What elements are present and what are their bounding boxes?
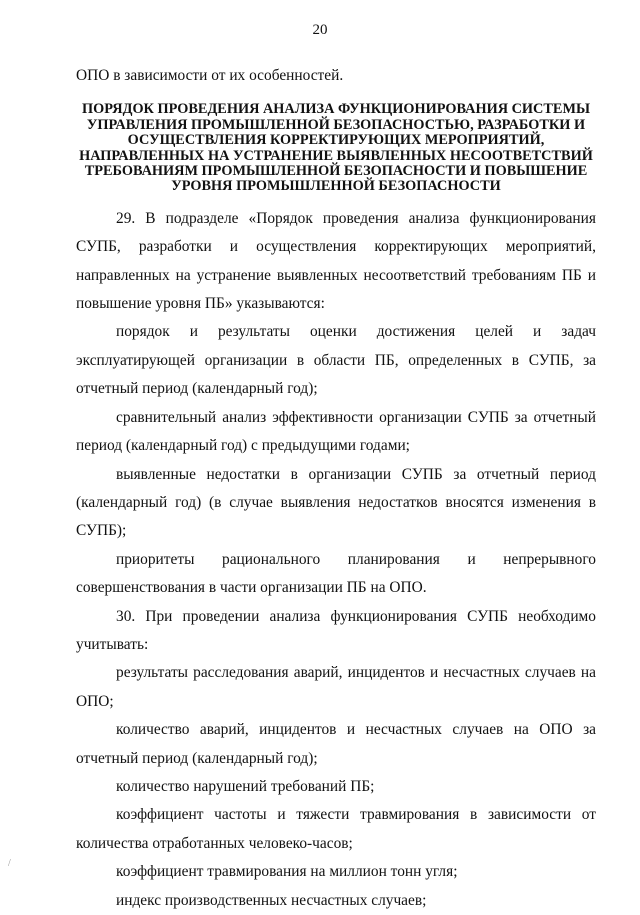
page-number: 20	[312, 22, 328, 38]
list-item: количество нарушений требований ПБ;	[116, 777, 375, 795]
paragraph-30: 30. При проведении анализа функционирования СУПБ необходимо учитывать:	[76, 607, 596, 653]
list-item: порядок и результаты оценки достижения целей и задач эксплуатирующей организации в области ПБ, определенных в СУПБ, за отчетный период (календарный год);	[76, 323, 596, 398]
paragraph-continuation: ОПО в зависимости от их особенностей.	[76, 67, 344, 84]
list-item: приоритеты рационального планирования и непрерывного совершенствования в части организации ПБ на ОПО.	[76, 550, 596, 597]
list-item: количество аварий, инцидентов и несчастных случаев на ОПО за отчетный период (календарный год);	[76, 721, 596, 767]
list-item: результаты расследования аварий, инцидентов и несчастных случаев на ОПО;	[76, 664, 596, 710]
list-item: индекс производственных несчастных случаев;	[116, 891, 427, 909]
list-item: выявленные недостатки в организации СУПБ за отчетный период (календарный год) (в случае выявления недостатков вносятся изменения в СУПБ);	[76, 465, 596, 540]
margin-mark: /	[8, 858, 11, 869]
document-body	[76, 62, 596, 915]
list-item: коэффициент травмирования на миллион тонн угля;	[116, 863, 458, 881]
list-item: сравнительный анализ эффективности организации СУПБ за отчетный период (календарный год) с предыдущими годами;	[76, 408, 596, 455]
list-item: коэффициент частоты и тяжести травмирования в зависимости от количества отработанных человеко-часов;	[76, 806, 596, 852]
paragraph-29: 29. В подразделе «Порядок проведения анализа функционирования СУПБ, разработки и осуществления корректирующих мероприятий, направленных на устранение выявленных несоответствий требованиям ПБ и повышение уровня ПБ» указываются:	[76, 209, 596, 313]
section-heading: ПОРЯДОК ПРОВЕДЕНИЯ АНАЛИЗА ФУНКЦИОНИРОВАНИЯ СИСТЕМЫ УПРАВЛЕНИЯ ПРОМЫШЛЕННОЙ БЕЗОПАСНОСТЬЮ, РАЗРАБОТКИ И ОСУЩЕСТВЛЕНИЯ КОРРЕКТИРУЮЩИХ МЕРОПРИЯТИЙ, НАПРАВЛЕННЫХ НА УСТРАНЕНИЕ ВЫЯВЛЕННЫХ НЕСООТВЕТСТВИЙ ТРЕБОВАНИЯМ ПРОМЫШЛЕННОЙ БЕЗОПАСНОСТИ И ПОВЫШЕНИЕ УРОВНЯ ПРОМЫШЛЕННОЙ БЕЗОПАСНОСТИ	[79, 101, 593, 195]
